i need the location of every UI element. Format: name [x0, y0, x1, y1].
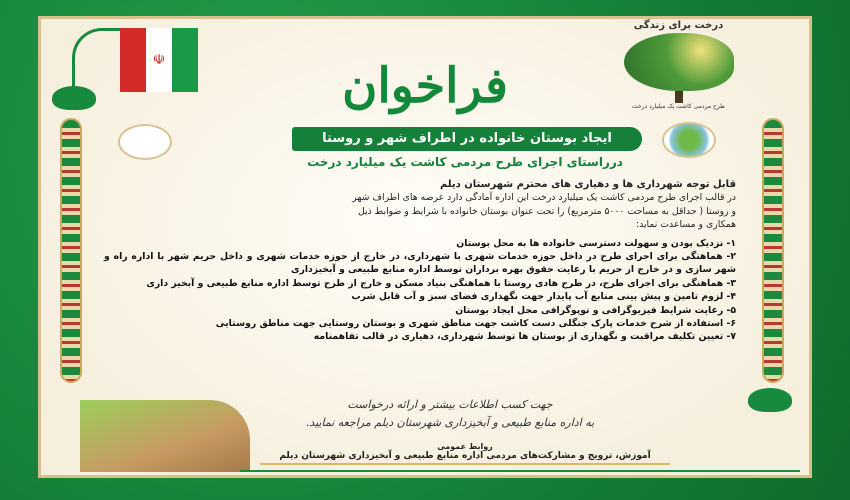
body-heading: قابل توجه شهرداری ها و دهیاری های محترم شهرستان دیلم [439, 179, 736, 190]
closing-line: به اداره منابع طبیعی و آبخیزداری شهرستان دیلم مراجعه نمایید. [305, 416, 595, 429]
organization-logo [118, 124, 172, 160]
divider [240, 470, 800, 472]
ornament-column-left [60, 118, 82, 383]
footer-credit [260, 442, 670, 465]
hands-tree-image [80, 400, 250, 472]
subtitle: درراستای اجرای طرح مردمی کاشت یک میلیارد درخت [307, 155, 623, 169]
tree-logo-caption: طرح مردمی کاشت یک میلیارد درخت [632, 103, 725, 110]
closing-line: جهت کسب اطلاعات بیشتر و ارائه درخواست [347, 398, 553, 411]
intro-line: در قالب اجرای طرح مردمی کاشت یک میلیارد درخت این اداره آمادگی دارد عرصه های اطراف شهر [352, 192, 736, 204]
banner-heading: ایجاد بوستان خانواده در اطراف شهر و روستا [292, 127, 642, 151]
footer-unit: آموزش، ترویج و مشارکت‌های مردمی اداره منابع طبیعی و آبخیزداری شهرستان دیلم [279, 451, 651, 461]
condition-item: ۱- نزدیک بودن و سهولت دسترسی خانواده ها به محل بوستان [456, 237, 736, 249]
announcement-body [104, 178, 736, 344]
condition-item: ۴- لزوم تامین و پیش بینی منابع آب پایدار جهت نگهداری فضای سبز و آب قابل شرب [351, 291, 736, 303]
condition-item: ۳- هماهنگی برای اجرای طرح، در طرح هادی روستا با هماهنگی بنیاد مسکن و خارج از طرح توسط اداره منابع طبیعی و آبخیز داری [146, 277, 736, 289]
condition-item: ۶- استفاده از شرح خدمات پارک جنگلی دست کاشت جهت مناطق شهری و بوستان روستایی جهت مناطق روستایی [215, 318, 736, 330]
ornament-column-right [762, 118, 784, 383]
page-title: فراخوان [342, 58, 508, 114]
intro-line: و روستا ( حداقل به مساحت ۵۰۰۰ مترمربع) را تحت عنوان بوستان خانواده با شرایط و ضوابط ذیل [357, 205, 736, 217]
condition-item: ۲- هماهنگی برای اجرای طرح در داخل حوزه خدمات شهری با شهرداری، در خارج از حوزه خدمات شهری و داخل حریم شهر با اداره راه و شهر سازی و در خارج از حریم با رعایت حقوق بهره برداران توسط اداره منابع طبیعی و آبخیزداری [104, 251, 736, 276]
footer-dept: روابط عمومی [437, 442, 493, 451]
natural-resources-logo [662, 122, 716, 158]
tree-logo-title: درخت برای زندگی [633, 20, 724, 31]
condition-item: ۵- رعایت شرایط فیزیوگرافی و توپوگرافی محل ایجاد بوستان [455, 304, 736, 316]
iran-flag: ☫ [120, 28, 198, 92]
ornament-pendant-right [748, 388, 792, 412]
condition-item: ۷- تعیین تکلیف مراقبت و نگهداری از بوستان ها توسط شهرداری، دهیاری در قالب تفاهمنامه [313, 331, 736, 343]
intro-line: همکاری و مساعدت نماید: [635, 219, 736, 231]
